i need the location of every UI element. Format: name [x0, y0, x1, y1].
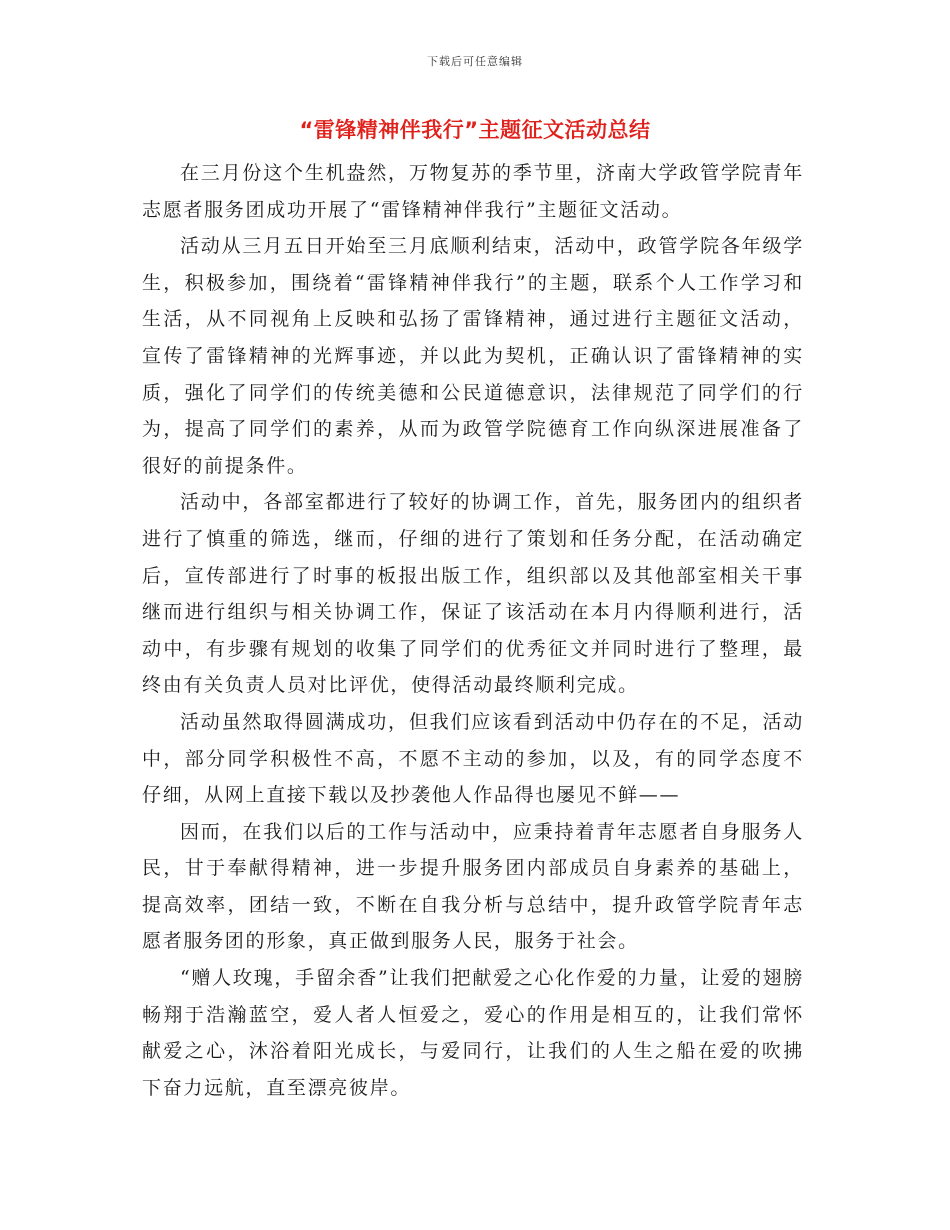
paragraph-future-work: 因而，在我们以后的工作与活动中，应秉持着青年志愿者自身服务人民，甘于奉献得精神，进一步提升服务团内部成员自身素养的基础上，提高效率，团结一致，不断在自我分析与总结中，提升政管学院青年志愿者服务团的形象，真正做到服务人民，服务于社会。 — [142, 820, 804, 953]
paragraph-shortcomings: 活动虽然取得圆满成功，但我们应该看到活动中仍存在的不足，活动中，部分同学积极性不高，不愿不主动的参加，以及，有的同学态度不仔细，从网上直接下载以及抄袭他人作品得也屡见不鲜—— — [142, 710, 804, 807]
document-title: “雷锋精神伴我行”主题征文活动总结 — [299, 118, 651, 142]
paragraph-coordination: 活动中，各部室都进行了较好的协调工作，首先，服务团内的组织者进行了慎重的筛选，继而，仔细的进行了策划和任务分配，在活动确定后，宣传部进行了时事的板报出版工作，组织部以及其他部室相关干事继而进行组织与相关协调工作，保证了该活动在本月内得顺利进行，活动中，有步骤有规划的收集了同学们的优秀征文并同时进行了整理，最终由有关负责人员对比评优，使得活动最终顺利完成。 — [142, 491, 804, 697]
page-header-note: 下载后可任意编辑 — [427, 55, 523, 68]
paragraph-closing: “赠人玫瑰，手留余香”让我们把献爱之心化作爱的力量，让爱的翅膀畅翔于浩瀚蓝空，爱人者人恒爱之，爱心的作用是相互的，让我们常怀献爱之心，沐浴着阳光成长，与爱同行，让我们的人生之船在爱的吹拂下奋力远航，直至漂亮彼岸。 — [142, 967, 804, 1099]
paragraph-intro: 在三月份这个生机盎然，万物复苏的季节里，济南大学政管学院青年志愿者服务团成功开展了“雷锋精神伴我行”主题征文活动。 — [142, 162, 804, 221]
document-body — [142, 155, 804, 1106]
paragraph-activity-overview: 活动从三月五日开始至三月底顺利结束，活动中，政管学院各年级学生，积极参加，围绕着“雷锋精神伴我行”的主题，联系个人工作学习和生活，从不同视角上反映和弘扬了雷锋精神，通过进行主题征文活动，宣传了雷锋精神的光辉事迹，并以此为契机，正确认识了雷锋精神的实质，强化了同学们的传统美德和公民道德意识，法律规范了同学们的行为，提高了同学们的素养，从而为政管学院德育工作向纵深进展准备了很好的前提条件。 — [142, 235, 804, 477]
